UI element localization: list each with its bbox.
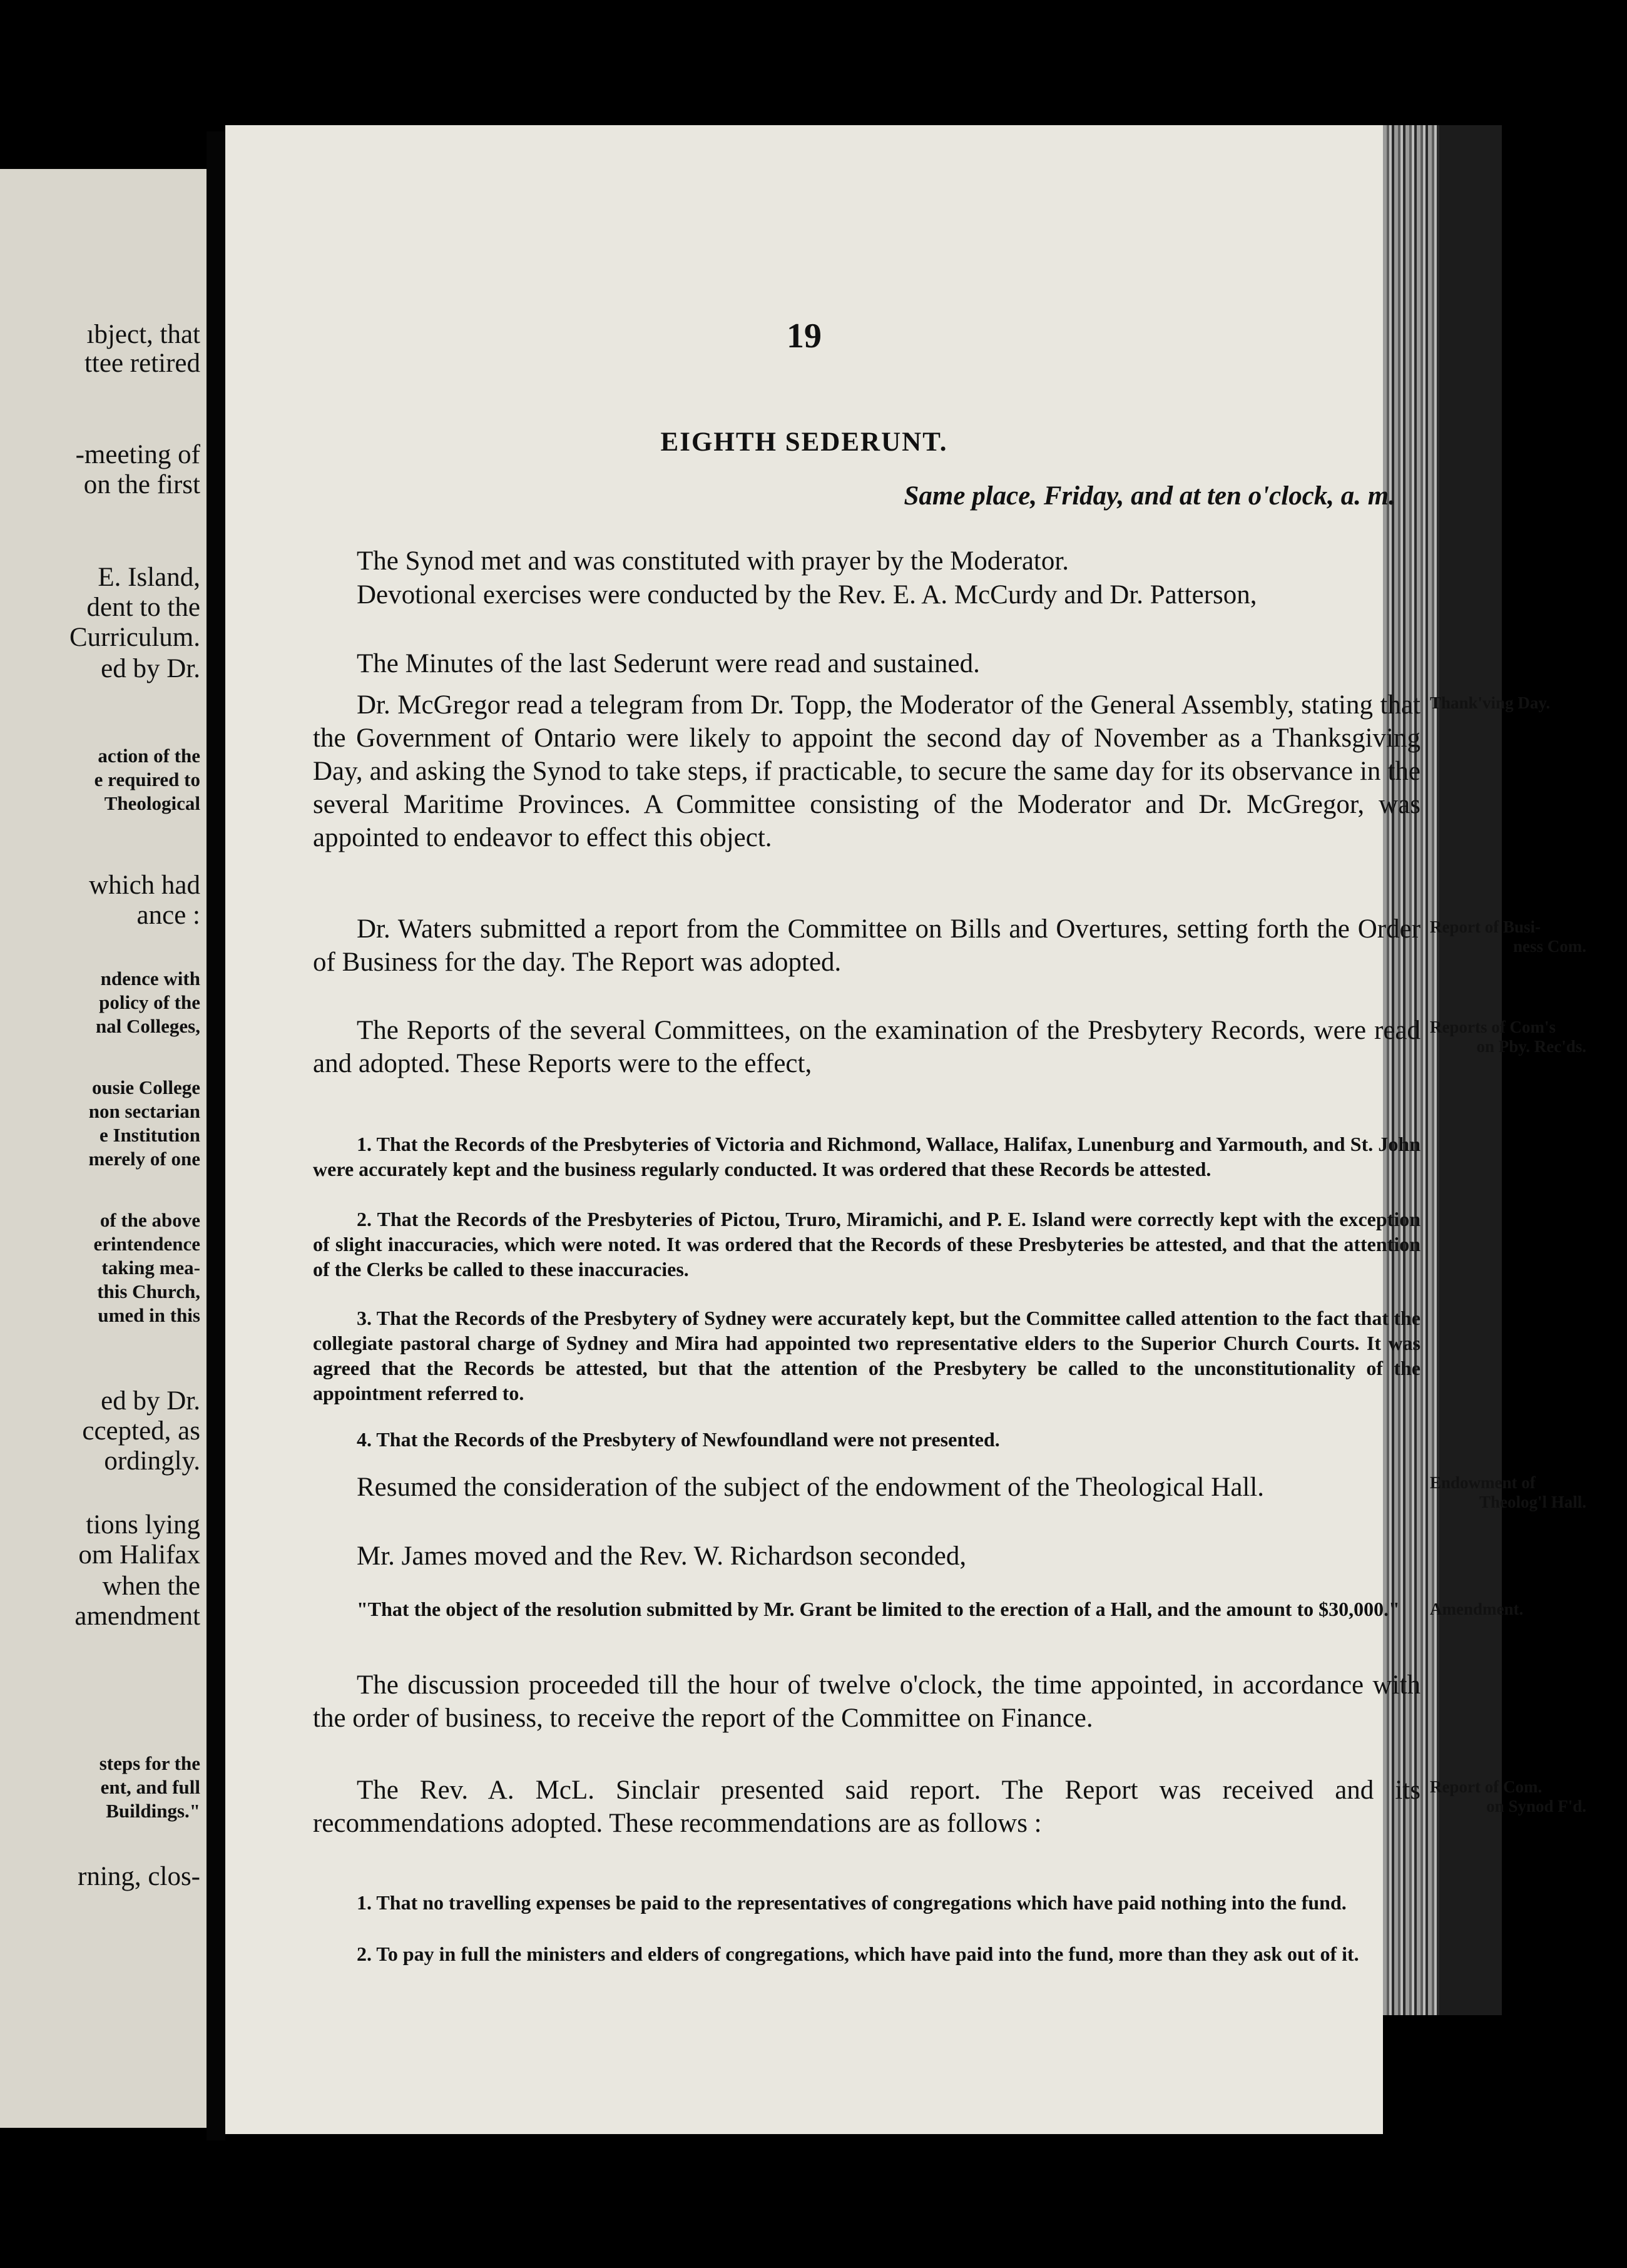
left-page-line: on the first xyxy=(83,470,200,499)
margin-note-line: Reports of Com's xyxy=(1430,1018,1556,1036)
left-page-line: policy of the xyxy=(99,991,200,1013)
minutes-paragraph: The Minutes of the last Sederunt were read and sustained. xyxy=(357,649,980,678)
amendment-quote: "That the object of the resolution submitted by Mr. Grant be limited to the erection of a Hall, and the amount to $30,000." xyxy=(357,1598,1400,1620)
left-page-line: e required to xyxy=(94,769,200,790)
left-page-line: umed in this xyxy=(98,1304,200,1326)
left-page-line: ed by Dr. xyxy=(101,1386,200,1416)
left-page xyxy=(0,169,207,2128)
minutes-paragraph: Dr. Waters submitted a report from the Committee on Bills and Overtures, setting forth the Order of Business for the day. The Report was adopted. xyxy=(313,914,1420,977)
book-spine xyxy=(207,131,225,2140)
left-page-line: ndence with xyxy=(100,968,200,989)
left-page-line: when the xyxy=(102,1571,200,1601)
margin-note xyxy=(1430,1777,1586,1816)
margin-note xyxy=(1430,693,1586,713)
margin-note xyxy=(1430,1473,1586,1512)
left-page-line: ed by Dr. xyxy=(101,654,200,683)
left-page-line: ordingly. xyxy=(104,1446,200,1476)
left-page-line: -meeting of xyxy=(75,440,200,469)
left-page-line: ousie College xyxy=(91,1076,200,1098)
margin-note-line: on Pby. Rec'ds. xyxy=(1476,1037,1586,1056)
margin-note xyxy=(1430,1600,1586,1619)
left-page-line: Curriculum. xyxy=(69,623,200,652)
records-item: 1. That the Records of the Presbyteries of Victoria and Richmond, Wallace, Halifax, Lunenburg and Yarmouth, and St. John were accurately kept and the business regularly conducted. It was ordered that these Records be attested. xyxy=(313,1133,1420,1180)
margin-note xyxy=(1430,1018,1586,1056)
finance-item: 2. To pay in full the ministers and elders of congregations, which have paid into the fund, more than they ask out of it. xyxy=(357,1943,1359,1965)
minutes-paragraph: Mr. James moved and the Rev. W. Richardson seconded, xyxy=(357,1541,967,1571)
minutes-paragraph: Dr. McGregor read a telegram from Dr. Topp, the Moderator of the General Assembly, stating that the Government of Ontario were likely to appoint the second day of November as a Thanksgiving Day, and asking the Synod to take steps, if practicable, to secure the same day for its observance in the several Maritime Provinces. A Committee consisting of the Moderator and Dr. McGregor, was appointed to endeavor to effect this object. xyxy=(313,690,1420,852)
finance-item: 1. That no travelling expenses be paid to the representatives of congregations which have paid nothing into the fund. xyxy=(357,1891,1347,1914)
left-page-line: non sectarian xyxy=(88,1100,200,1122)
margin-note-line: Theolog'l Hall. xyxy=(1479,1493,1586,1511)
left-page-line: this Church, xyxy=(97,1280,200,1302)
minutes-paragraph: The Rev. A. McL. Sinclair presented said report. The Report was received and its recommendations adopted. These recommendations are as follows : xyxy=(313,1775,1420,1838)
records-item: 2. That the Records of the Presbyteries of Pictou, Truro, Miramichi, and P. E. Island were correctly kept with the exception of slight inaccuracies, which were noted. It was ordered that the Records of these Presbyteries be attested, and that the attention of the Clerks be called to these inaccuracies. xyxy=(313,1208,1420,1280)
edge-shadow xyxy=(1439,125,1502,2015)
left-page-line: Buildings." xyxy=(106,1800,200,1822)
left-page-line: of the above xyxy=(99,1209,200,1231)
sederunt-subheading: Same place, Friday, and at ten o'clock, a. m. xyxy=(904,481,1395,511)
margin-note-line: Thank'ving Day. xyxy=(1430,693,1551,712)
minutes-paragraph: Resumed the consideration of the subject of the endowment of the Theological Hall. xyxy=(357,1473,1265,1502)
minutes-paragraph: The Reports of the several Committees, on the examination of the Presbytery Records, were read and adopted. These Reports were to the effect, xyxy=(313,1016,1420,1078)
left-page-line: E. Island, xyxy=(98,563,200,592)
sederunt-heading: EIGHTH SEDERUNT. xyxy=(660,427,948,457)
left-page-line: Theological xyxy=(104,792,200,814)
left-page-line: steps for the xyxy=(99,1752,200,1774)
left-page-line: ccepted, as xyxy=(82,1416,200,1446)
left-page-line: nal Colleges, xyxy=(95,1015,200,1037)
margin-note-line: Report of Com. xyxy=(1430,1777,1543,1796)
page-number: 19 xyxy=(787,317,822,355)
margin-note-line: on Synod F'd. xyxy=(1486,1797,1586,1816)
margin-note-line: Report of Busi- xyxy=(1430,917,1541,936)
left-page-line: om Halifax xyxy=(78,1540,200,1570)
margin-note-line: Endowment of xyxy=(1430,1473,1536,1492)
left-page-line: action of the xyxy=(98,745,200,767)
left-page-line: tions lying xyxy=(86,1510,200,1540)
records-item: 3. That the Records of the Presbytery of Sydney were accurately kept, but the Committee called attention to the fact that the collegiate pastoral charge of Sydney and Mira had appointed two representative elders to the Superior Church Courts. It was agreed that the Records be attested, but that the attention of the Presbytery be called to the unconstitutionality of the appointment referred to. xyxy=(313,1307,1420,1404)
margin-note xyxy=(1430,917,1586,956)
left-page-line: ttee retired xyxy=(84,349,200,378)
left-page-line: ance : xyxy=(136,901,200,930)
right-page xyxy=(225,125,1586,2134)
left-page-line: ent, and full xyxy=(100,1776,200,1798)
left-page-line: merely of one xyxy=(88,1148,200,1170)
left-page-line: e Institution xyxy=(99,1124,200,1146)
left-page-line: ıbject, that xyxy=(86,320,200,349)
left-page-line: rning, clos- xyxy=(78,1862,200,1891)
left-page-line: which had xyxy=(89,871,200,900)
left-page-line: taking mea- xyxy=(101,1257,200,1279)
left-page-line: amendment xyxy=(74,1601,200,1631)
minutes-paragraph: Devotional exercises were conducted by the Rev. E. A. McCurdy and Dr. Patterson, xyxy=(357,580,1257,610)
minutes-paragraph: The discussion proceeded till the hour of twelve o'clock, the time appointed, in accordance with the order of business, to receive the report of the Committee on Finance. xyxy=(313,1670,1420,1733)
margin-note-line: Amendment. xyxy=(1430,1600,1524,1618)
margin-note-line: ness Com. xyxy=(1512,937,1586,956)
minutes-paragraph: The Synod met and was constituted with prayer by the Moderator. xyxy=(357,546,1069,576)
left-page-line: erintendence xyxy=(93,1233,200,1255)
records-item: 4. That the Records of the Presbytery of Newfoundland were not presented. xyxy=(357,1428,1000,1451)
left-page-line: dent to the xyxy=(86,593,200,622)
